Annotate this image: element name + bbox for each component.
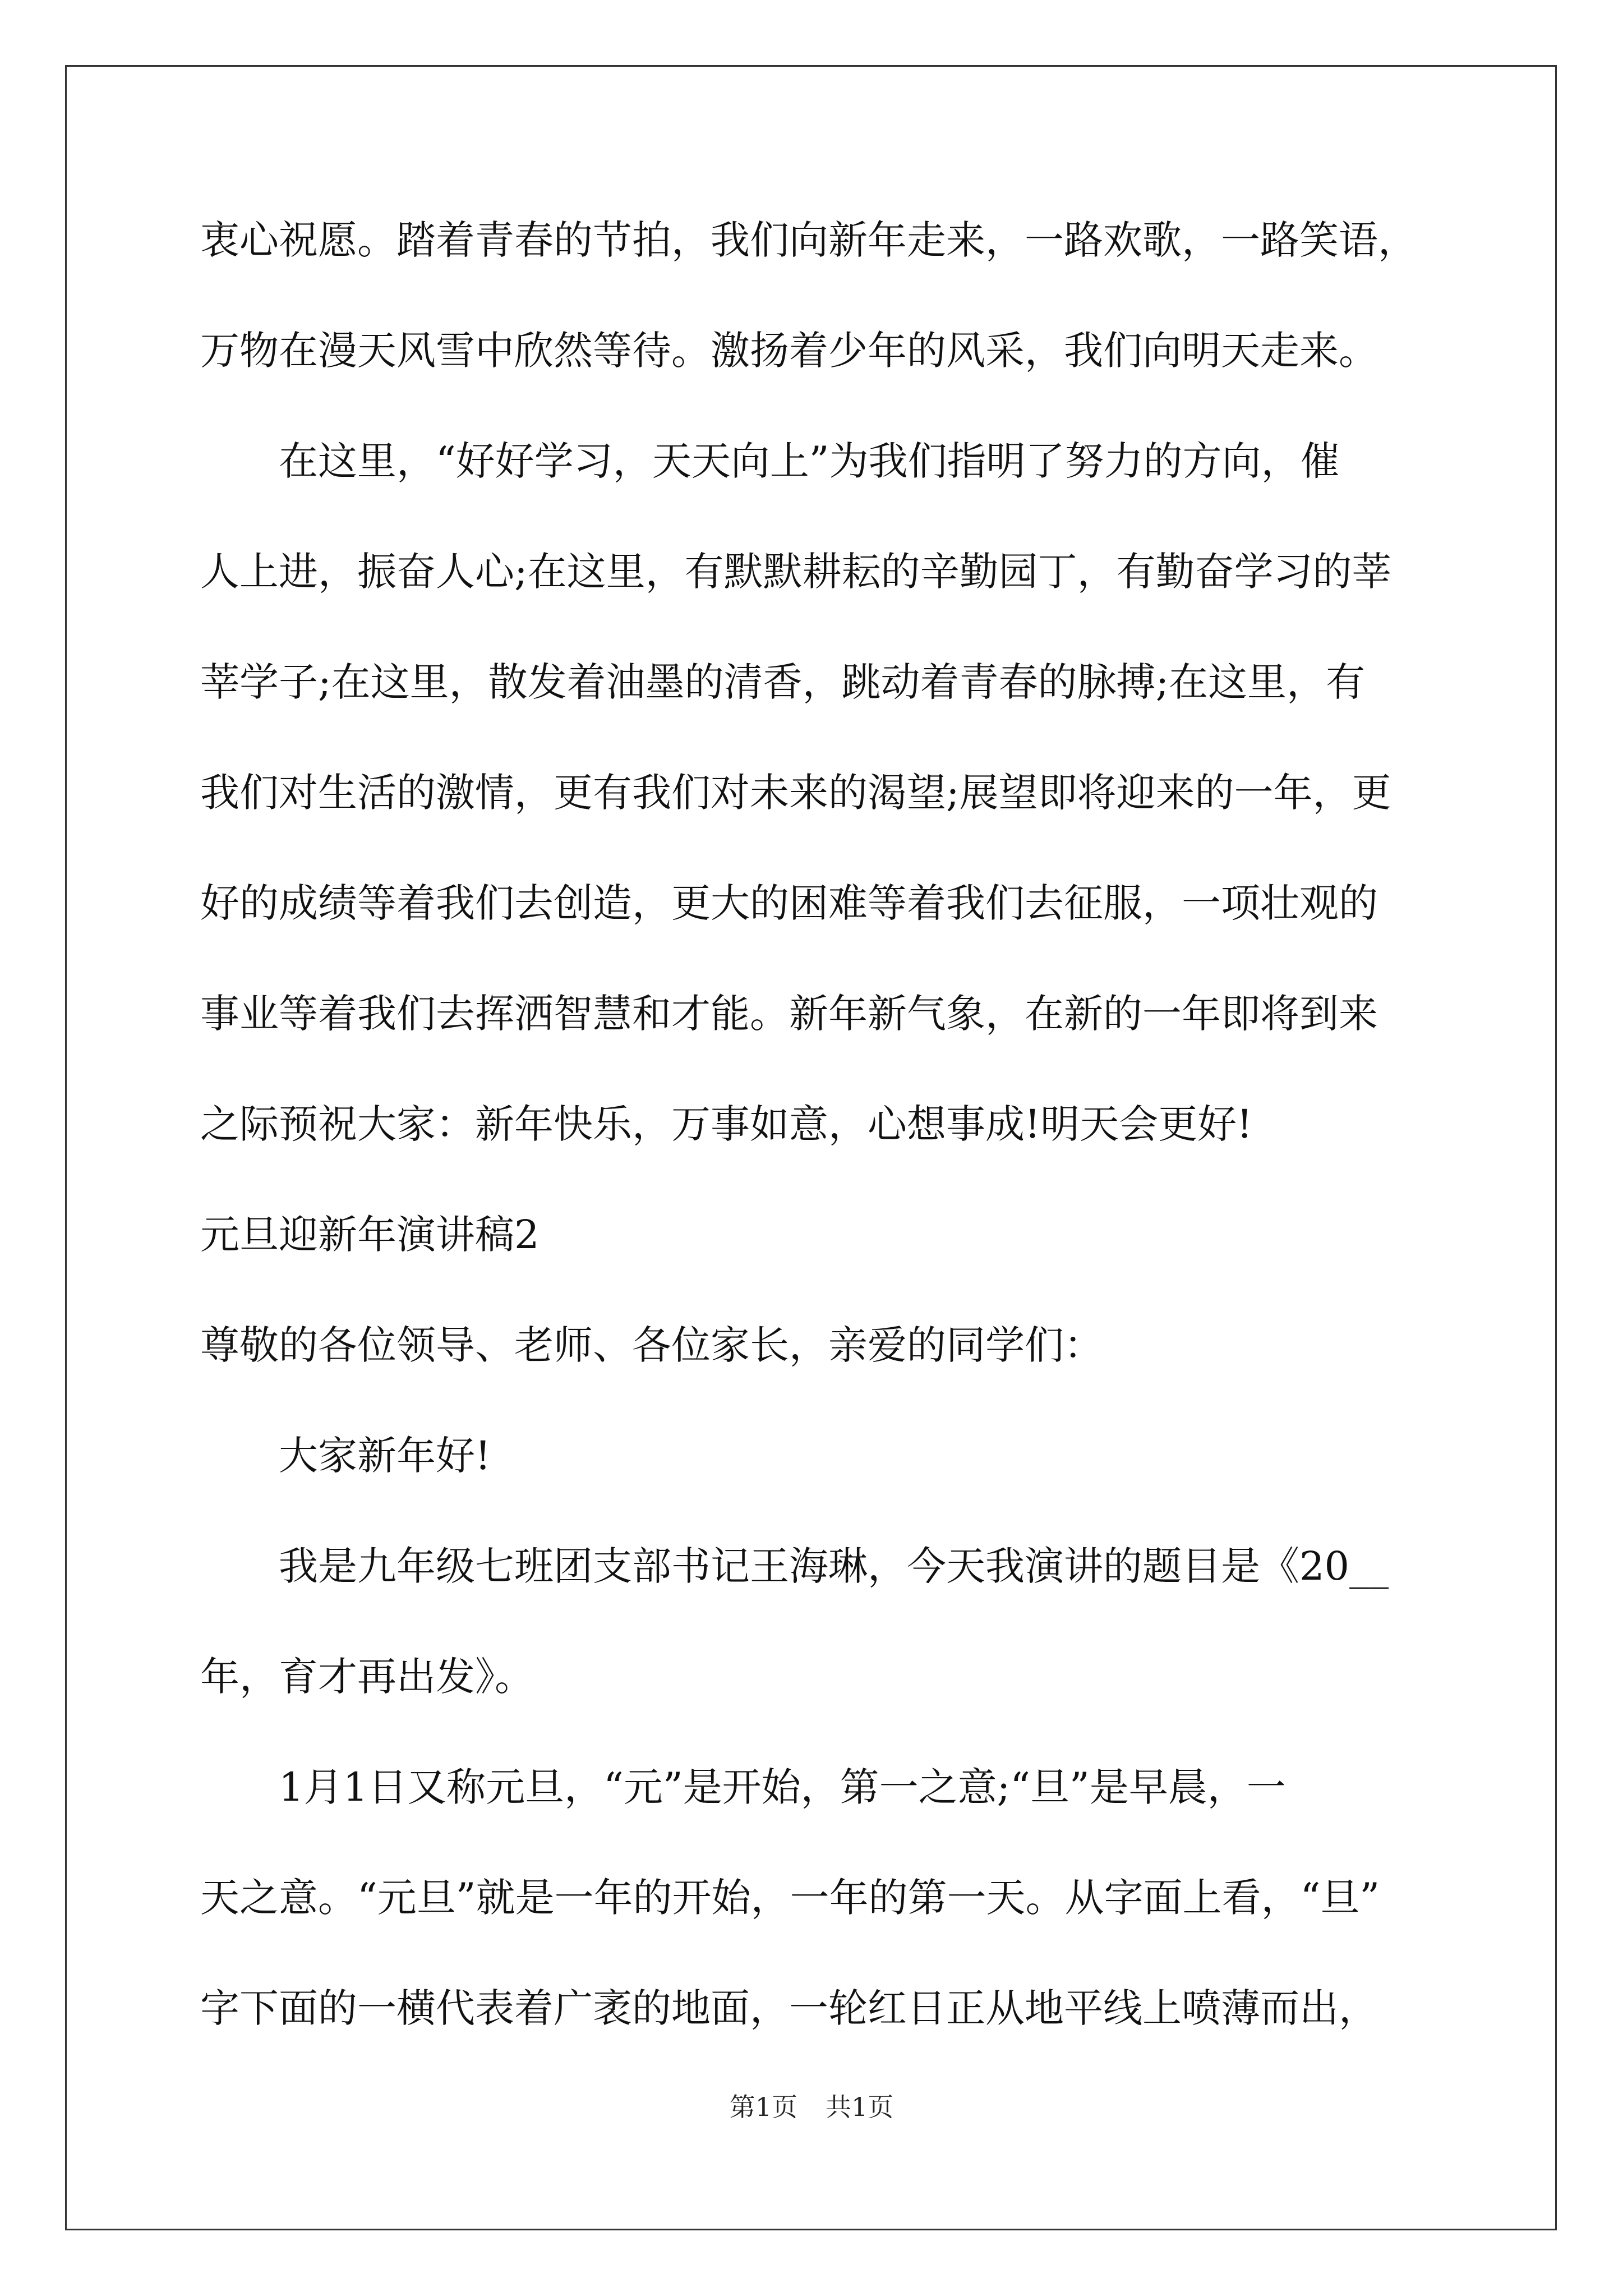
paragraph-line: 好的成绩等着我们去创造，更大的困难等着我们去征服，一项壮观的 — [200, 880, 1378, 926]
paragraph-line: 天之意。“元旦”就是一年的开始，一年的第一天。从字面上看，“旦” — [200, 1875, 1380, 1921]
paragraph-line: 之际预祝大家：新年快乐，万事如意，心想事成!明天会更好! — [200, 1101, 1253, 1147]
paragraph-line: 我们对生活的激情，更有我们对未来的渴望;展望即将迎来的一年，更 — [200, 770, 1391, 816]
paragraph-line: 万物在漫天风雪中欣然等待。激扬着少年的风采，我们向明天走来。 — [200, 328, 1378, 374]
page-number: 第1页 — [729, 2092, 797, 2122]
paragraph-line: 事业等着我们去挥洒智慧和才能。新年新气象，在新的一年即将到来 — [200, 991, 1378, 1037]
page-footer — [0, 2087, 1623, 2124]
paragraph-line: 1月1日又称元旦，“元”是开始，第一之意;“旦”是早晨，一 — [279, 1764, 1286, 1810]
page-total: 共1页 — [826, 2092, 894, 2122]
paragraph-line: 在这里，“好好学习，天天向上”为我们指明了努力的方向，催 — [279, 438, 1340, 484]
section-title: 元旦迎新年演讲稿2 — [200, 1212, 540, 1258]
greeting: 大家新年好! — [279, 1433, 491, 1479]
document-body — [200, 185, 1434, 2064]
paragraph-line: 年，育才再出发》。 — [200, 1654, 534, 1700]
paragraph-line: 字下面的一横代表着广袤的地面，一轮红日正从地平线上喷薄而出， — [200, 1985, 1378, 2031]
paragraph-line: 莘学子;在这里，散发着油墨的清香，跳动着青春的脉搏;在这里，有 — [200, 659, 1366, 705]
salutation: 尊敬的各位领导、老师、各位家长，亲爱的同学们： — [200, 1322, 1103, 1368]
paragraph-line: 衷心祝愿。踏着青春的节拍，我们向新年走来，一路欢歌，一路笑语， — [200, 217, 1417, 263]
paragraph-line: 人上进，振奋人心;在这里，有默默耕耘的辛勤园丁，有勤奋学习的莘 — [200, 549, 1391, 595]
paragraph-line: 我是九年级七班团支部书记王海琳，今天我演讲的题目是《20__ — [279, 1543, 1389, 1589]
